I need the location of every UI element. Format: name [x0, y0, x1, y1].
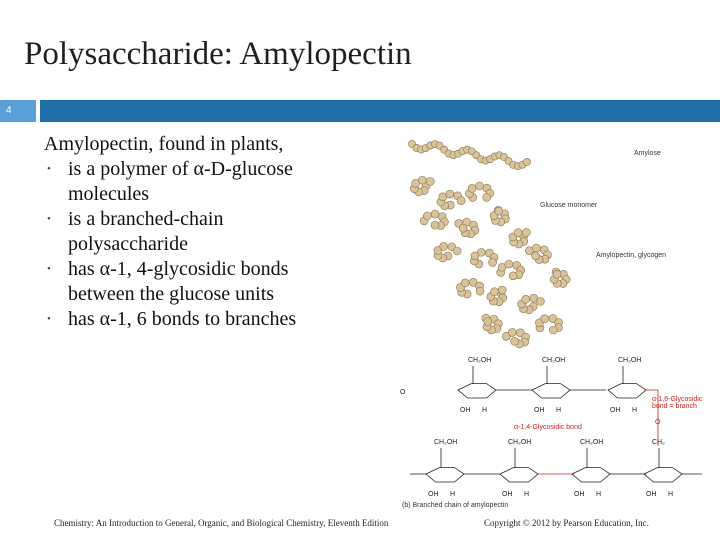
glucose-bead — [514, 229, 522, 237]
atom-label: OH — [610, 407, 621, 414]
glucose-bead — [457, 197, 465, 205]
atom-label: CH₂OH — [618, 357, 642, 364]
slide-number: 4 — [0, 100, 36, 122]
atom-label: CH₂OH — [508, 439, 532, 446]
amylopectin-illustration — [396, 128, 714, 514]
glucose-bead — [476, 182, 484, 190]
glucose-bead — [431, 221, 439, 229]
glucose-ring — [572, 468, 610, 482]
glucose-bead — [522, 295, 530, 303]
glucose-bead — [498, 286, 506, 294]
glucose-bead — [541, 315, 549, 323]
atom-label: O — [655, 419, 661, 426]
lead-rest: found in plants, — [153, 133, 284, 155]
glucose-bead — [489, 258, 497, 266]
atom-label: H — [482, 407, 488, 414]
bullet-line: has α-1, 4-glycosidic bonds — [68, 258, 289, 280]
bullet-item — [44, 307, 364, 332]
bullet-icon: • — [47, 163, 51, 175]
bullet-icon: • — [47, 263, 51, 275]
bullet-line: between the glucose units — [68, 283, 275, 305]
footer-copyright: Copyright © 2012 by Pearson Education, Inc. — [484, 518, 649, 528]
glucose-ring — [500, 468, 538, 482]
glucose-bead — [553, 270, 561, 278]
glucose-bead-chains — [408, 140, 570, 348]
glucose-bead — [505, 260, 513, 268]
slide-title: Polysaccharide: Amylopectin — [24, 36, 412, 72]
glucose-bead — [426, 177, 434, 185]
glucose-bead — [532, 244, 540, 252]
atom-label: H — [632, 407, 638, 414]
glucose-bead — [509, 272, 517, 280]
bullet-item — [44, 207, 364, 257]
bullet-icon: • — [47, 213, 51, 225]
bullet-list — [44, 157, 364, 332]
bullet-item — [44, 257, 364, 307]
glucose-bead — [532, 252, 540, 260]
content-text — [44, 132, 364, 332]
atom-label: O — [400, 389, 406, 396]
glucose-bead — [495, 207, 503, 215]
atom-label: OH — [428, 491, 439, 498]
label-1-4-bond: α-1,4-Glycosidic bond — [514, 424, 582, 431]
glucose-ring — [426, 468, 464, 482]
atom-label: OH — [460, 407, 471, 414]
glucose-bead — [549, 326, 557, 334]
glucose-bead — [508, 328, 516, 336]
bullet-line: has α-1, 6 bonds to branches — [68, 308, 297, 330]
figure-caption: (b) Branched chain of amylopectin — [402, 502, 509, 509]
label-amylose: Amylose — [634, 150, 661, 157]
glucose-ring — [644, 468, 682, 482]
glucose-bead — [446, 190, 454, 198]
glucose-bead — [423, 212, 431, 220]
atom-label: OH — [534, 407, 545, 414]
atom-label: CH₂OH — [542, 357, 566, 364]
title-divider-bar — [40, 100, 720, 122]
glucose-bead — [490, 288, 498, 296]
atom-label: H — [524, 491, 530, 498]
bullet-line: polysaccharide — [68, 233, 188, 255]
bullet-line: molecules — [68, 183, 150, 205]
atom-label: CH₂ — [652, 439, 665, 446]
atom-label: CH₂OH — [468, 357, 492, 364]
glucose-ring — [532, 384, 570, 398]
glucose-bead — [453, 247, 461, 255]
lead-bold: Amylopectin, — [44, 133, 154, 155]
label-1-6-bond: α-1,6-Glycosidic bond = branch — [652, 396, 703, 410]
glucose-ring — [458, 384, 496, 398]
glucose-bead — [476, 287, 484, 295]
glucose-bead — [523, 158, 530, 165]
bullet-icon: • — [47, 313, 51, 325]
atom-label: CH₂OH — [434, 439, 458, 446]
atom-label: OH — [574, 491, 585, 498]
atom-label: H — [450, 491, 456, 498]
glucose-bead — [431, 210, 439, 218]
glucose-bead — [483, 193, 491, 201]
glucose-bead — [522, 228, 530, 236]
glucose-bead — [477, 248, 485, 256]
glucose-ring — [608, 384, 646, 398]
bullet-item — [44, 157, 364, 207]
footer-citation: Chemistry: An Introduction to General, Organic, and Biological Chemistry, Eleventh Edition — [54, 518, 389, 528]
atom-label: CH₂OH — [580, 439, 604, 446]
glucose-bead — [511, 337, 519, 345]
label-glucose-monomer: Glucose monomer — [540, 202, 598, 209]
glucose-bead — [418, 176, 426, 184]
atom-label: OH — [646, 491, 657, 498]
glucose-bead — [459, 224, 467, 232]
atom-label: H — [556, 407, 562, 414]
glucose-bead — [536, 297, 544, 305]
lead-sentence — [44, 132, 364, 157]
atom-label: H — [668, 491, 674, 498]
glucose-bead — [468, 184, 476, 192]
label-amylopectin-glycogen: Amylopectin, glycogen — [596, 252, 667, 259]
glucose-bead — [461, 279, 469, 287]
atom-label: H — [596, 491, 602, 498]
atom-label: OH — [502, 491, 513, 498]
bullet-line: is a polymer of α-D-glucose — [68, 158, 293, 180]
glucose-bead — [440, 242, 448, 250]
amylopectin-figure — [396, 128, 714, 514]
bullet-line: is a branched-chain — [68, 208, 224, 230]
glucose-bead — [484, 318, 492, 326]
